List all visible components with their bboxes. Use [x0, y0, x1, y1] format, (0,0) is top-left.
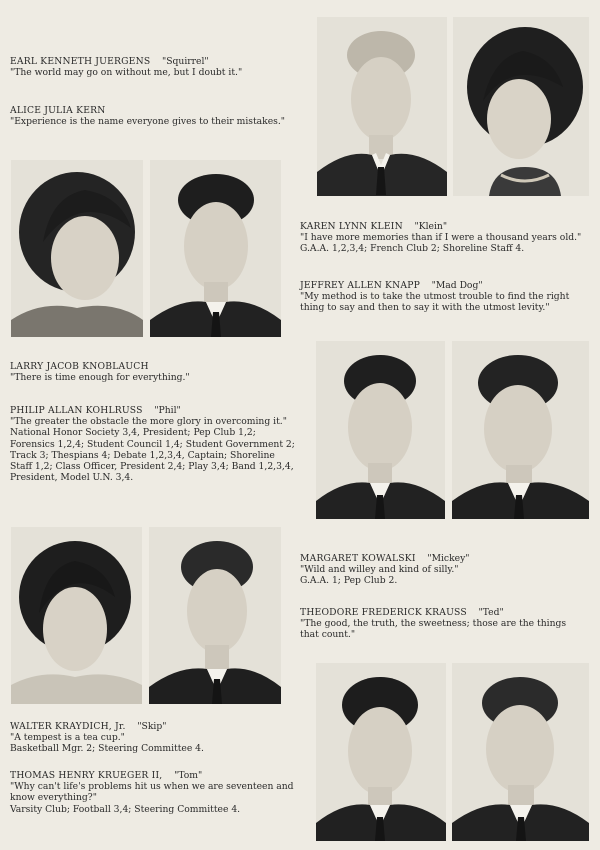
student-name: KAREN LYNN KLEIN	[300, 221, 403, 232]
portrait-photo-krauss	[149, 527, 281, 704]
entry-klein	[300, 221, 592, 255]
student-name: THOMAS HENRY KRUEGER II,	[10, 770, 163, 781]
entry-knoblauch	[10, 361, 300, 383]
student-nickname: "Skip"	[137, 721, 167, 732]
student-nickname: "Mad Dog"	[431, 280, 483, 291]
student-quote: "The greater the obstacle the more glory in overcoming it."	[10, 416, 287, 428]
student-quote: "The good, the truth, the sweetness; those are the things that count."	[300, 618, 567, 641]
student-quote: "My method is to take the utmost trouble to find the right thing to say and then to say it with the utmost levity."	[300, 291, 570, 314]
entry-krauss	[300, 607, 585, 641]
portrait-photo-kraydich	[316, 663, 446, 841]
entry-juergens	[10, 56, 300, 78]
student-nickname: "Klein"	[414, 221, 448, 232]
student-nickname: "Squirrel"	[162, 56, 209, 67]
student-activities: Basketball Mgr. 2; Steering Committee 4.	[10, 743, 204, 755]
student-name: ALICE JULIA KERN	[10, 105, 106, 116]
student-nickname: "Mickey"	[427, 553, 470, 564]
student-name: WALTER KRAYDICH, Jr.	[10, 721, 126, 732]
entry-kern	[10, 105, 300, 127]
portrait-photo-juergens	[317, 17, 447, 196]
student-name: THEODORE FREDERICK KRAUSS	[300, 607, 467, 618]
student-activities: G.A.A. 1; Pep Club 2.	[300, 575, 398, 587]
student-quote: "Wild and willey and kind of silly."	[300, 564, 459, 576]
student-name: MARGARET KOWALSKI	[300, 553, 416, 564]
portrait-photo-kohlruss	[452, 341, 589, 519]
student-nickname: "Tom"	[174, 770, 203, 781]
student-name: EARL KENNETH JUERGENS	[10, 56, 151, 67]
student-quote: "Experience is the name everyone gives to their mistakes."	[10, 116, 286, 128]
portrait-photo-krueger	[452, 663, 589, 841]
entry-kowalski	[300, 553, 592, 587]
entry-knapp	[300, 280, 582, 314]
portrait-photo-kern	[453, 17, 589, 196]
student-activities: G.A.A. 1,2,3,4; French Club 2; Shoreline Staff 4.	[300, 243, 525, 255]
portrait-photo-kowalski	[11, 527, 142, 704]
student-quote: "The world may go on without me, but I doubt it."	[10, 67, 243, 79]
portrait-photo-klein	[11, 160, 143, 337]
student-quote: "There is time enough for everything."	[10, 372, 190, 384]
student-quote: "I have more memories than if I were a thousand years old."	[300, 232, 582, 244]
student-nickname: "Phil"	[154, 405, 181, 416]
student-activities: National Honor Society 3,4, President; Pep Club 1,2; Forensics 1,2,4; Student Council 1,4; Student Government 2; Track 3; Thespians 4; Debate 1,2,3,4, Captain; Shoreline Staff 1,2; Class Officer, President 2,4; Play 3,4; Band 1,2,3,4, President, Model U.N. 3,4.	[10, 427, 295, 484]
student-quote: "Why can't life's problems hit us when we are seventeen and know everything?"	[10, 781, 294, 804]
student-name: LARRY JACOB KNOBLAUCH	[10, 361, 149, 372]
student-name: PHILIP ALLAN KOHLRUSS	[10, 405, 143, 416]
entry-kohlruss	[10, 405, 298, 483]
portrait-photo-knoblauch	[316, 341, 445, 519]
student-name: JEFFREY ALLEN KNAPP	[300, 280, 420, 291]
student-activities: Varsity Club; Football 3,4; Steering Committee 4.	[10, 803, 241, 815]
portrait-photo-knapp	[150, 160, 281, 337]
entry-krueger	[10, 770, 302, 815]
student-nickname: "Ted"	[478, 607, 504, 618]
entry-kraydich	[10, 721, 300, 755]
student-quote: "A tempest is a tea cup."	[10, 732, 125, 744]
